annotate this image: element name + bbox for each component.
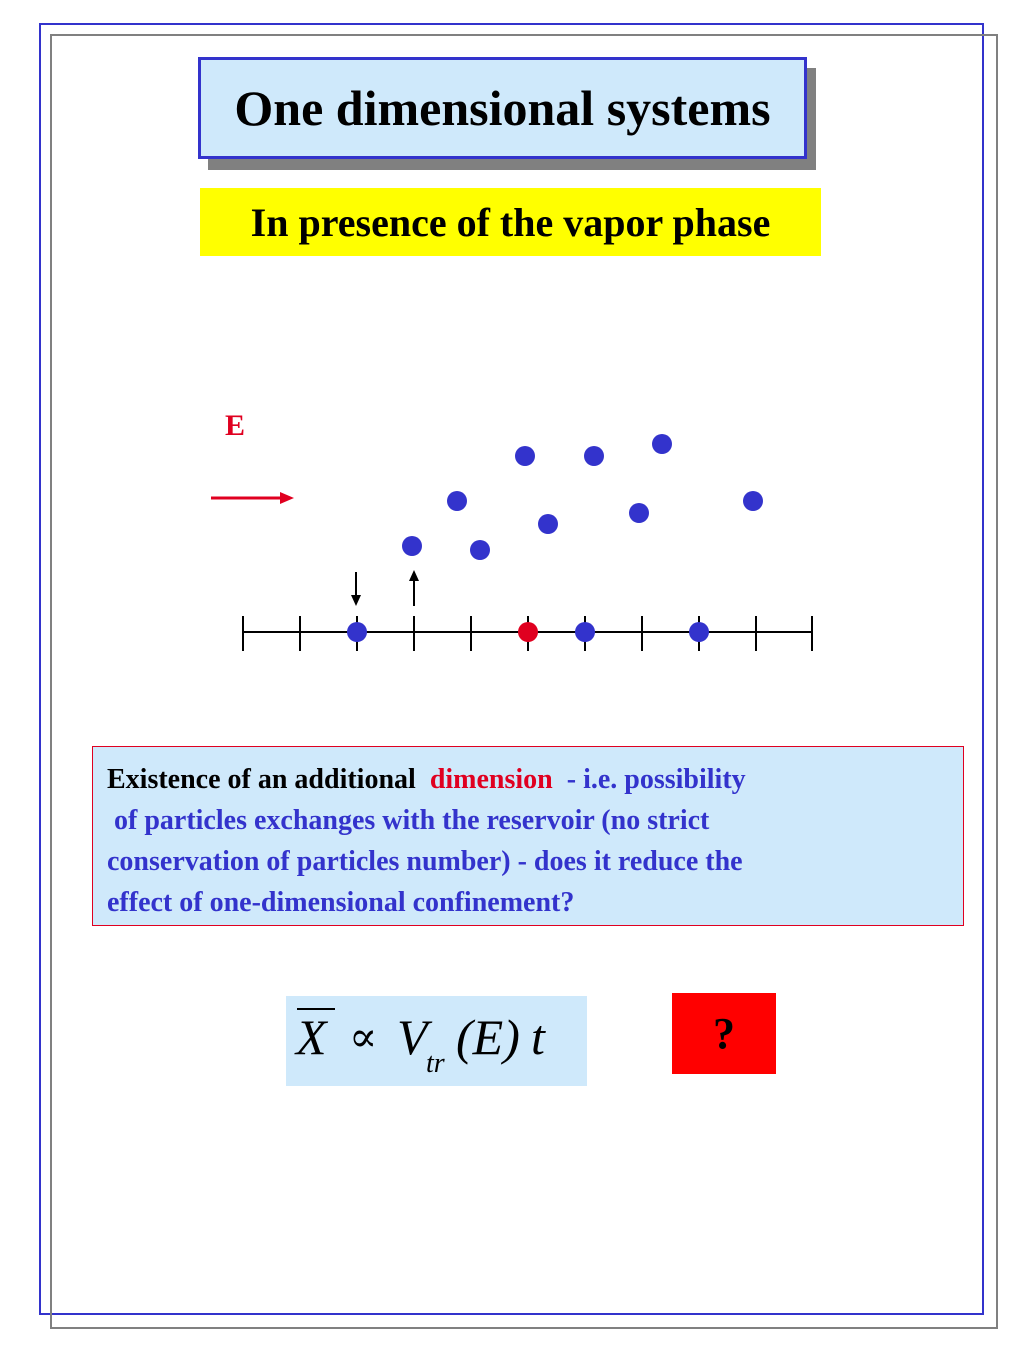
field-label: E <box>225 409 246 442</box>
vapor-particle <box>447 491 467 511</box>
vapor-particles <box>402 434 763 560</box>
vapor-particle <box>584 446 604 466</box>
formula-propto: ∝ <box>349 1015 378 1061</box>
vapor-particle <box>629 503 649 523</box>
description-line-3: conservation of particles number) - does it reduce the <box>107 846 743 877</box>
description-line-4: effect of one-dimensional confinement? <box>107 887 575 918</box>
question-box: ? <box>672 993 776 1074</box>
description-line-2: of particles exchanges with the reservoir (no strict <box>114 805 710 836</box>
down-arrow-icon <box>351 572 361 606</box>
formula-t: t <box>531 1009 545 1065</box>
lattice-particle <box>689 622 709 642</box>
slide-title: One dimensional systems <box>198 57 807 159</box>
vapor-particle <box>402 536 422 556</box>
lattice-particle <box>575 622 595 642</box>
description-keyword: dimension <box>429 764 553 795</box>
drift-formula <box>286 996 587 1086</box>
description-part-1: Existence of an additional <box>107 764 416 795</box>
formula-argument: (E) <box>456 1009 520 1065</box>
up-arrow-icon <box>409 570 419 606</box>
formula-subscript: tr <box>426 1048 445 1079</box>
formula-box <box>286 996 587 1086</box>
description-line-1 <box>107 759 949 800</box>
lattice-particle <box>347 622 367 642</box>
vapor-particle <box>743 491 763 511</box>
vapor-particle <box>515 446 535 466</box>
vapor-particle <box>470 540 490 560</box>
description-box <box>92 746 964 926</box>
vapor-particle <box>652 434 672 454</box>
formula-v: V <box>397 1009 428 1065</box>
right-arrow-icon <box>211 492 294 504</box>
description-part-3: - i.e. possibility <box>566 764 746 795</box>
formula-x: X <box>296 1009 327 1065</box>
vapor-particle <box>538 514 558 534</box>
slide-subtitle: In presence of the vapor phase <box>200 188 821 256</box>
tagged-particle <box>518 622 538 642</box>
